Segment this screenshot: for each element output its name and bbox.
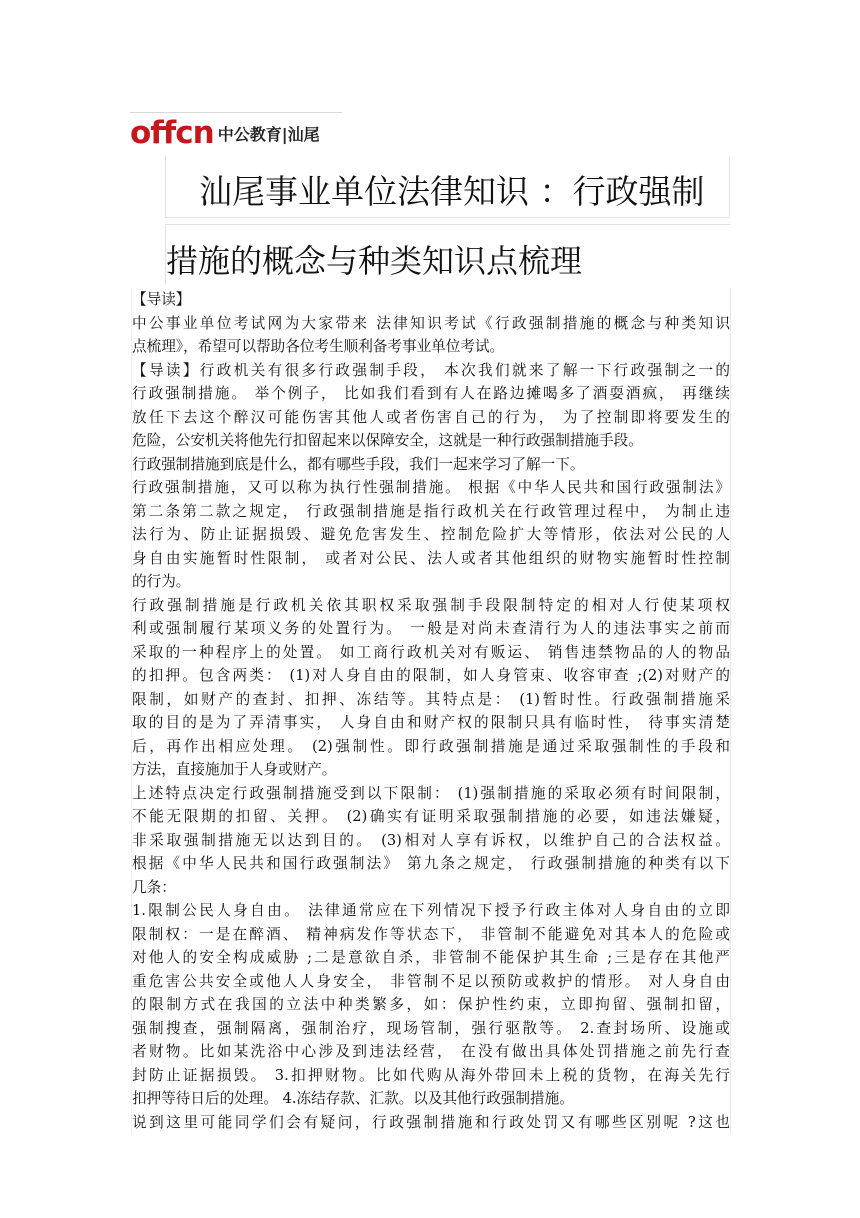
text-line: 限制，如财产的查封、扣押、冻结等。其特点是： (1)暂时性。行政强制措施采 [132, 690, 730, 708]
text-line: 重危害公共安全或他人人身安全， 非管制不足以预防或救护的情形。 对人身自由 [132, 972, 730, 990]
text-line: 1.限制公民人身自由。 法律通常应在下列情况下授予行政主体对人身自由的立即 [132, 902, 730, 919]
text-line: 利或强制履行某项义务的处置行为。 一般是对尚未查清行为人的违法事实之前而 [132, 620, 730, 637]
text-line: 行政强制措施。 举个例子， 比如我们看到有人在路边摊喝多了酒耍酒疯， 再继续 [132, 385, 730, 402]
text-line: 强制搜查，强制隔离，强制治疗，现场管制，强行驱散等。 2.查封场所、设施或 [132, 1019, 730, 1037]
article-body [131, 288, 731, 1134]
text-line: 【导读】 [132, 291, 191, 308]
text-line: 取的目的是为了弄清事实， 人身自由和财产权的限制只具有临时性， 待事实清楚 [132, 714, 730, 731]
text-line: 限制权：一是在醉酒、 精神病发作等状态下， 非管制不能避免对其本人的危险或 [132, 925, 730, 943]
text-line: 点梳理》，希望可以帮助各位考生顺利备考事业单位考试。 [132, 338, 505, 355]
text-line: 采取的一种程序上的处置。 如工商行政机关对有贩运、 销售违禁物品的人的物品 [132, 643, 730, 661]
text-line: 对他人的安全构成威胁 ;二是意欲自杀，非管制不能保护其生命 ;三是存在其他严 [132, 949, 730, 966]
text-line: 的行为。 [132, 573, 191, 590]
text-line: 中公事业单位考试网为大家带来 法律知识考试《行政强制措施的概念与种类知识 [132, 314, 730, 332]
logo-brand-text: offcn [130, 114, 214, 151]
text-line: 【导读】行政机关有很多行政强制手段， 本次我们就来了解一下行政强制之一的 [132, 361, 730, 379]
text-line: 扣押等待日后的处理。 4.冻结存款、汇款。以及其他行政强制措施。 [132, 1090, 574, 1107]
offcn-logo [130, 112, 342, 153]
logo-subtitle: 中公教育|汕尾 [217, 125, 320, 144]
text-line: 上述特点决定行政强制措施受到以下限制： (1)强制措施的采取必须有时间限制， [132, 784, 730, 802]
text-line: 后，再作出相应处理。 (2)强制性。即行政强制措施是通过采取强制性的手段和 [132, 737, 730, 755]
text-line: 根据《中华人民共和国行政强制法》 第九条之规定， 行政强制措施的种类有以下 [132, 855, 730, 872]
page-title-line-2: 措施的概念与种类知识点梳理 [165, 224, 730, 284]
text-line: 封防止证据损毁。 3.扣押财物。比如代购从海外带回未上税的货物，在海关先行 [132, 1066, 730, 1084]
text-line: 法行为、防止证据损毁、避免危害发生、控制危险扩大等情形，依法对公民的人 [132, 526, 730, 543]
text-line: 第二条第二款之规定， 行政强制措施是指行政机关在行政管理过程中， 为制止违 [132, 502, 730, 520]
text-line: 非采取强制措施无以达到目的。 (3)相对人享有诉权，以维护自己的合法权益。 [132, 831, 730, 849]
text-line: 不能无限期的扣留、关押。 (2)确实有证明采取强制措施的必要，如违法嫌疑， [132, 808, 730, 825]
text-line: 的扣押。包含两类： (1)对人身自由的限制，如人身管束、收容审查 ;(2)对财产的 [132, 667, 730, 684]
page-title-line-1: 汕尾事业单位法律知识 ：行政强制 [165, 156, 730, 218]
text-line: 方法，直接施加于人身或财产。 [132, 761, 337, 778]
text-line: 行政强制措施是行政机关依其职权采取强制手段限制特定的相对人行使某项权 [132, 596, 730, 614]
text-line: 者财物。比如某洗浴中心涉及到违法经营， 在没有做出具体处罚措施之前先行查 [132, 1043, 730, 1060]
text-line: 说到这里可能同学们会有疑问，行政强制措施和行政处罚又有哪些区别呢 ?这也 [132, 1113, 730, 1131]
text-line: 的限制方式在我国的立法中种类繁多，如：保护性约束，立即拘留、强制扣留， [132, 996, 730, 1013]
text-line: 危险，公安机关将他先行扣留起来以保障安全，这就是一种行政强制措施手段。 [132, 432, 643, 449]
text-line: 行政强制措施，又可以称为执行性强制措施。 根据《中华人民共和国行政强制法》 [132, 479, 730, 496]
text-line: 几条： [132, 878, 176, 896]
text-line: 放任下去这个醉汉可能伤害其他人或者伤害自己的行为， 为了控制即将要发生的 [132, 408, 730, 426]
text-line: 身自由实施暂时性限制， 或者对公民、法人或者其他组织的财物实施暂时性控制 [132, 549, 730, 567]
text-line: 行政强制措施到底是什么，都有哪些手段，我们一起来学习了解一下。 [132, 455, 585, 473]
